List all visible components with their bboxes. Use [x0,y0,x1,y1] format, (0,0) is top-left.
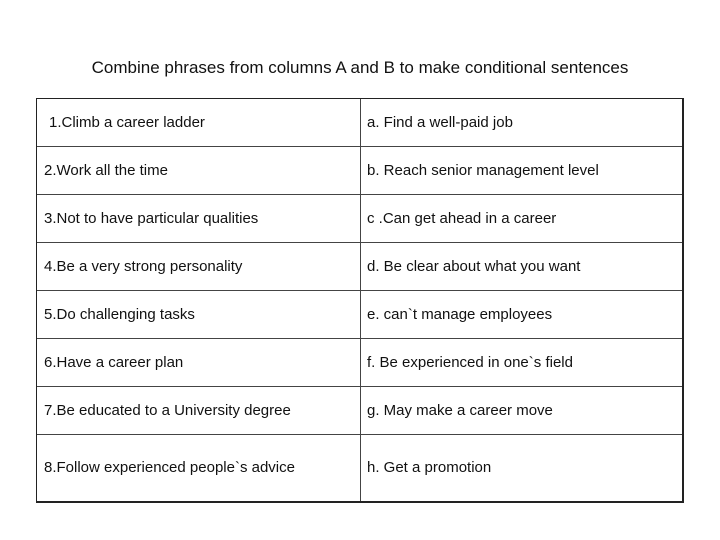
column-b-cell: f. Be experienced in one`s field [361,339,682,387]
column-a-cell: 6.Have a career plan [37,339,361,387]
column-a-cell: 3.Not to have particular qualities [37,195,361,243]
phrases-table [36,98,684,503]
column-a-cell: 5.Do challenging tasks [37,291,361,339]
column-b-cell: g. May make a career move [361,387,682,435]
column-b-cell: h. Get a promotion [367,459,492,476]
column-b-cell: b. Reach senior management level [361,147,682,195]
column-b-cell: a. Find a well-paid job [361,99,682,147]
column-a-cell: 4.Be a very strong personality [37,243,361,291]
column-a-cell: 1.Climb a career ladder [37,99,361,147]
column-a-cell: 7.Be educated to a University degree [37,387,361,435]
column-a-cell: 8.Follow experienced people`s advice [37,435,361,501]
column-b-cell: d. Be clear about what you want [361,243,682,291]
page-title: Combine phrases from columns A and B to make conditional sentences [91,58,629,77]
column-b-cell: e. can`t manage employees [361,291,682,339]
column-b-cell: c .Can get ahead in a career [361,195,682,243]
column-a-cell: 2.Work all the time [37,147,361,195]
